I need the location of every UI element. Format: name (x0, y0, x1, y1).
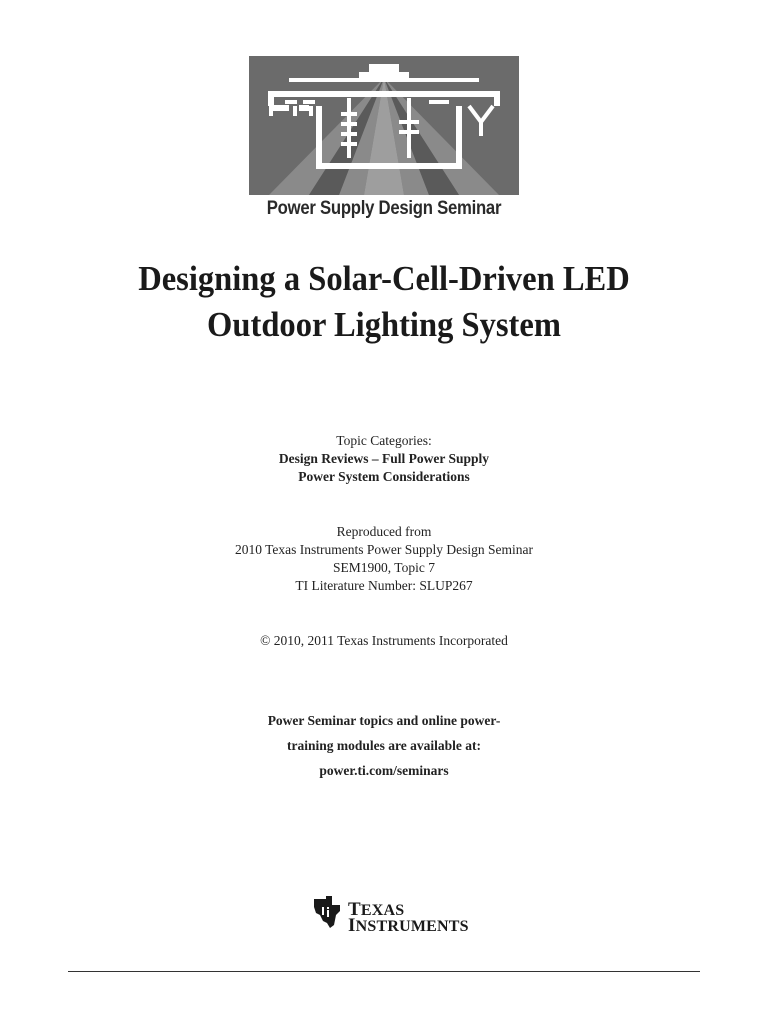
seminar-logo (249, 56, 519, 195)
brand-word-texas: TEXAS (348, 899, 405, 920)
reproduction-info (0, 523, 768, 595)
availability-note (0, 708, 768, 783)
reproduction-line: 2010 Texas Instruments Power Supply Design Seminar (234, 542, 534, 557)
availability-line: Power Seminar topics and online power- (267, 713, 501, 728)
reproduction-line: SEM1900, Topic 7 (333, 560, 435, 575)
reproduction-line: TI Literature Number: SLUP267 (295, 578, 473, 593)
title-line-1: Designing a Solar-Cell-Driven LED (138, 259, 630, 298)
footer-divider (68, 971, 700, 972)
circuit-logo-icon (249, 56, 519, 195)
document-title (27, 256, 741, 348)
reproduction-heading: Reproduced from (336, 524, 432, 539)
copyright-notice: © 2010, 2011 Texas Instruments Incorporated (260, 633, 508, 648)
texas-instruments-logo (310, 895, 470, 940)
seminar-caption: Power Supply Design Seminar (266, 198, 502, 219)
topic-categories (0, 432, 768, 486)
topic-item: Design Reviews – Full Power Supply (278, 451, 490, 466)
ti-emblem-icon (310, 895, 344, 929)
topic-item: Power System Considerations (298, 469, 470, 484)
seminars-url: power.ti.com/seminars (319, 763, 449, 778)
availability-line: training modules are available at: (287, 738, 481, 753)
title-line-2: Outdoor Lighting System (207, 305, 561, 344)
topic-heading: Topic Categories: (336, 433, 432, 448)
brand-word-instruments: INSTRUMENTS (348, 915, 469, 936)
